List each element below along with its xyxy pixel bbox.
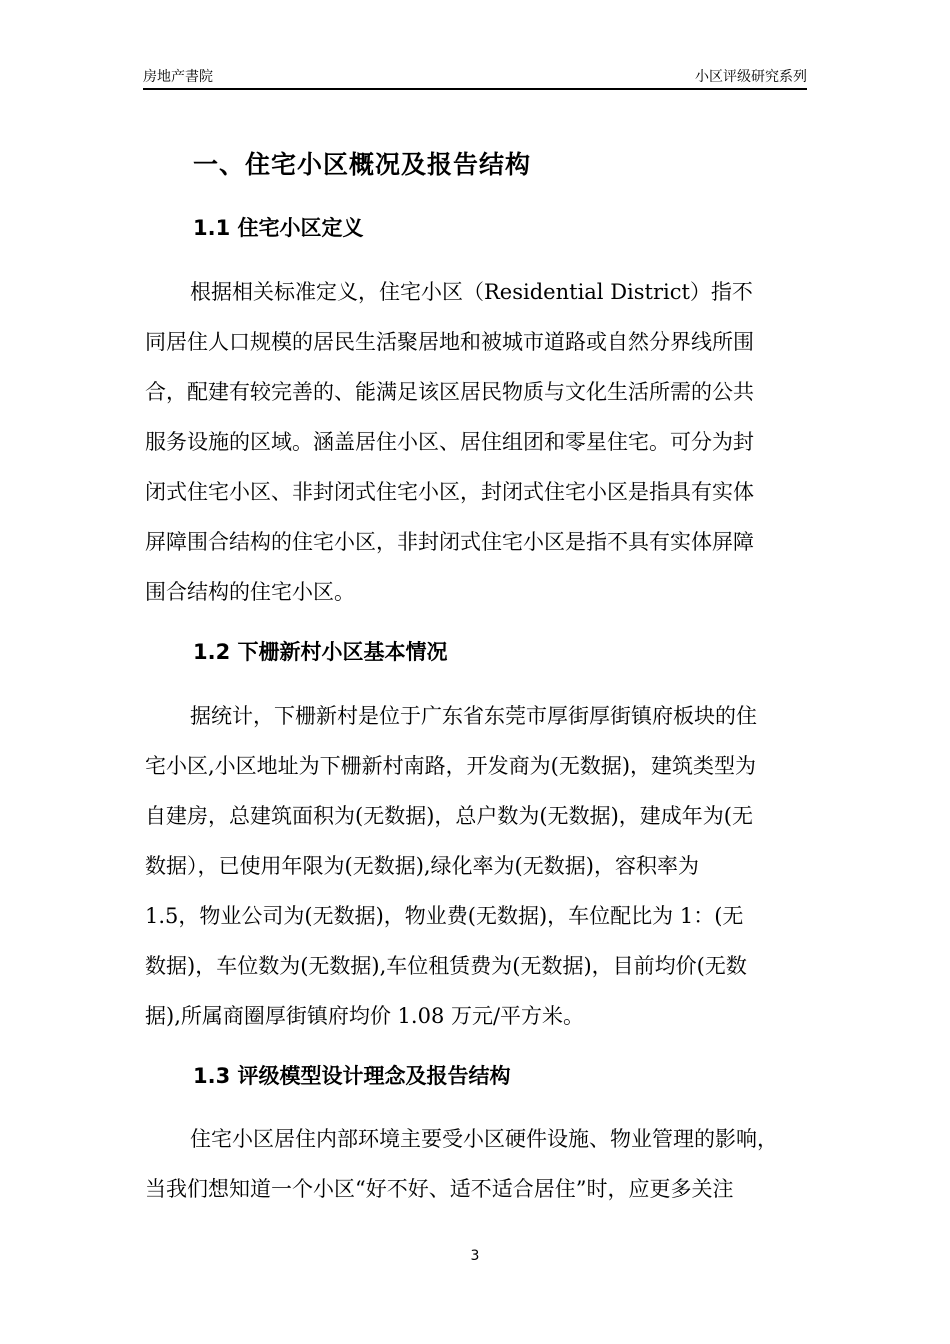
chapter-title: 一、住宅小区概况及报告结构 <box>193 150 532 179</box>
paragraph-line: 同居住人口规模的居民生活聚居地和被城市道路或自然分界线所围 <box>145 330 754 354</box>
paragraph-line: 当我们想知道一个小区“好不好、适不适合居住”时，应更多关注 <box>145 1177 734 1201</box>
page-number: 3 <box>470 1248 480 1264</box>
paragraph-line: 自建房，总建筑面积为(无数据)，总户数为(无数据)，建成年为(无 <box>145 804 753 828</box>
header-left-text: 房地产書院 <box>143 69 213 85</box>
paragraph-line: 数据)，车位数为(无数据),车位租赁费为(无数据)，目前均价(无数 <box>145 954 747 978</box>
paragraph-line: 据统计，下栅新村是位于广东省东莞市厚街厚街镇府板块的住 <box>190 704 757 728</box>
section-heading-1-1: 1.1 住宅小区定义 <box>193 216 364 240</box>
paragraph-line: 住宅小区居住内部环境主要受小区硬件设施、物业管理的影响， <box>190 1127 778 1151</box>
paragraph-line: 闭式住宅小区、非封闭式住宅小区，封闭式住宅小区是指具有实体 <box>145 480 754 504</box>
header-right-text: 小区评级研究系列 <box>695 69 807 85</box>
header-rule <box>143 88 807 90</box>
paragraph-line: 合，配建有较完善的、能满足该区居民物质与文化生活所需的公共 <box>145 380 754 404</box>
section-heading-1-2: 1.2 下栅新村小区基本情况 <box>193 640 448 664</box>
paragraph-line: 1.5，物业公司为(无数据)，物业费(无数据)，车位配比为 1：(无 <box>145 904 744 928</box>
paragraph-line: 宅小区,小区地址为下栅新村南路，开发商为(无数据)，建筑类型为 <box>145 754 757 778</box>
paragraph-line: 据),所属商圈厚街镇府均价 1.08 万元/平方米。 <box>145 1004 585 1028</box>
paragraph-line: 数据），已使用年限为(无数据),绿化率为(无数据)，容积率为 <box>145 854 699 878</box>
section-heading-1-3: 1.3 评级模型设计理念及报告结构 <box>193 1064 511 1088</box>
paragraph-line: 服务设施的区域。涵盖居住小区、居住组团和零星住宅。可分为封 <box>145 430 754 454</box>
paragraph-line: 屏障围合结构的住宅小区，非封闭式住宅小区是指不具有实体屏障 <box>145 530 754 554</box>
paragraph-line: 根据相关标准定义，住宅小区（Residential District）指不 <box>190 280 753 304</box>
paragraph-line: 围合结构的住宅小区。 <box>145 580 355 604</box>
